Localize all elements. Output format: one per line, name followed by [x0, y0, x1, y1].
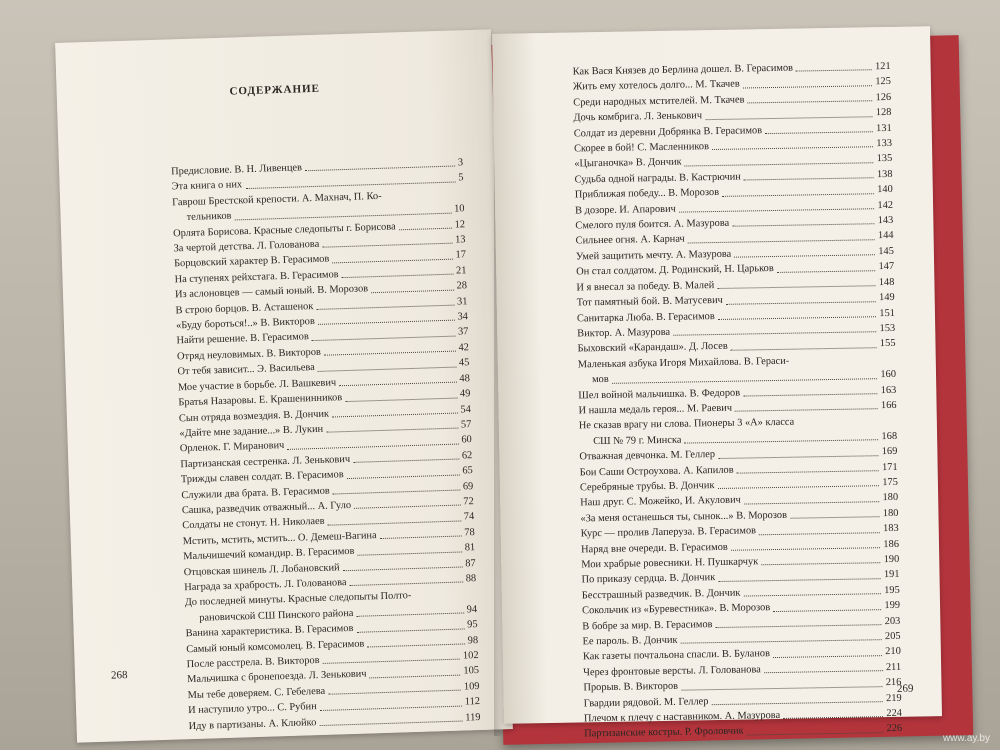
toc-entry-page: 180 [882, 507, 899, 519]
toc-entry-title: По приказу сердца. В. Дончик [581, 572, 716, 586]
toc-entry-title: Судьба одной награды. В. Кастрючин [574, 171, 741, 186]
dot-leader [761, 563, 880, 566]
toc-entry-title: И нашла медаль героя... М. Раевич [578, 402, 733, 417]
toc-entry-title: Сильнее огня. А. Карнач [575, 234, 685, 247]
toc-entry-page: 138 [876, 168, 893, 181]
toc-entry-page: 211 [885, 661, 902, 673]
toc-entry-page: 94 [466, 603, 478, 616]
toc-entry-page: 121 [874, 60, 891, 73]
toc-entry-title: Из аслоновцев — самый юный. В. Морозов [174, 283, 369, 301]
contents-heading: СОДЕРЖАНИЕ [229, 82, 321, 98]
toc-entry-page: 224 [886, 707, 903, 720]
toc-entry-title: Мы тебе доверяем. С. Гебелева [187, 685, 326, 701]
dot-leader [343, 566, 463, 571]
toc-entry-page: 112 [464, 696, 481, 708]
toc-entry-page: 21 [455, 265, 467, 277]
dot-leader [342, 274, 454, 279]
toc-entry-page: 155 [879, 338, 896, 350]
toc-entry-title: Найти решение. В. Герасимов [176, 331, 309, 347]
dot-leader [679, 208, 875, 212]
toc-entry-page: 34 [457, 311, 469, 323]
toc-entry-page: 151 [879, 307, 896, 319]
toc-entry-title: Братья Назаровы. Е. Крашенинников [178, 392, 343, 409]
toc-entry-title: От тебя зависит... Э. Васильева [177, 362, 316, 378]
dot-leader [796, 70, 872, 72]
toc-entry-page: 42 [458, 342, 470, 354]
toc-entry-title: Как газеты почтальона спасли. В. Буланов [582, 648, 771, 663]
toc-entry-page: 54 [460, 403, 471, 415]
dot-leader [744, 501, 880, 504]
dot-leader [722, 193, 874, 197]
toc-entry-page: 160 [880, 369, 897, 381]
toc-entry-page: 195 [884, 584, 900, 596]
toc-entry-title: И наступило утро... С. Рубин [187, 701, 317, 717]
toc-entry-title: Мстить, мстить, мстить... О. Демеш-Вагина [182, 529, 377, 548]
toc-entry-page: 226 [886, 723, 903, 735]
toc-entry-page: 131 [876, 122, 892, 134]
toc-entry-page: 102 [462, 650, 479, 662]
toc-entry-page: 180 [882, 492, 899, 504]
dot-leader [328, 690, 461, 695]
toc-entry-title: Тот памятный бой. В. Матусевич [576, 294, 723, 309]
toc-entry-page: 149 [878, 291, 895, 304]
dot-leader [324, 351, 456, 356]
dot-leader [319, 721, 462, 726]
toc-entry-title: Орленок. Г. Миранович [179, 440, 285, 455]
toc-entry-title: рановичской СШ Пинского района [199, 607, 354, 624]
dot-leader [328, 520, 461, 525]
toc-entry-title: Сашка, разведчик отважный... А. Гуло [181, 499, 352, 517]
dot-leader [773, 609, 881, 612]
dot-leader [332, 258, 452, 263]
toc-entry-page: 128 [875, 107, 892, 119]
toc-entry-title: Предисловие. В. Н. Ливенцев [171, 162, 303, 178]
dot-leader [711, 701, 883, 705]
toc-entry-title: Он стал солдатом. Д. Родинский, Н. Царьков [576, 263, 774, 278]
dot-leader [399, 228, 452, 231]
toc-list-right [573, 59, 903, 742]
toc-entry-page: 57 [460, 419, 472, 431]
dot-leader [743, 85, 873, 88]
toc-entry-page: 78 [464, 526, 475, 539]
toc-entry-title: После расстрела. В. Викторов [186, 655, 320, 671]
toc-entry-title: Мальчишечий командир. В. Герасимов [183, 546, 355, 563]
dot-leader [339, 382, 456, 387]
dot-leader [353, 459, 459, 463]
toc-entry-page: 169 [881, 446, 898, 458]
toc-entry-title: Умей защитить мечту. А. Мазурова [575, 248, 732, 263]
dot-leader [350, 582, 463, 587]
page-number-right: 269 [896, 682, 914, 695]
toc-entry-title: Солдат из деревни Добрянка В. Герасимов [573, 124, 763, 140]
dot-leader [718, 578, 881, 582]
toc-entry-title: мов [591, 374, 609, 386]
toc-entry-title: За чертой детства. Л. Голованова [173, 238, 320, 255]
dot-leader [357, 613, 464, 617]
toc-entry-title: Наш друг. С. Можейко, И. Акулович [580, 494, 741, 509]
toc-entry-page: 74 [463, 511, 475, 523]
toc-entry-page: 147 [878, 261, 895, 273]
dot-leader [716, 624, 882, 628]
toc-entry-page: 126 [875, 91, 892, 104]
toc-entry-page: 109 [463, 680, 480, 693]
dot-leader [371, 289, 453, 293]
toc-entry-page: 88 [465, 573, 477, 585]
toc-entry-page: 13 [454, 234, 466, 246]
toc-entry-title: Отцовская шинель Л. Лобановский [183, 561, 340, 578]
toc-entry-title: «Буду бороться!..» В. Викторов [175, 316, 315, 332]
toc-entry-page: 171 [881, 461, 898, 473]
toc-entry-title: Приближая победу... В. Морозов [574, 187, 720, 201]
dot-leader [323, 659, 460, 664]
dot-leader [685, 162, 874, 166]
dot-leader [731, 547, 881, 551]
toc-entry-page: 60 [461, 434, 472, 446]
toc-entry-page: 81 [464, 542, 476, 554]
toc-entry-title: В бобре за мир. В. Герасимов [582, 618, 713, 633]
toc-entry-page: 119 [465, 711, 481, 724]
toc-entry-page: 216 [885, 677, 902, 689]
toc-entry-page: 199 [884, 600, 901, 612]
toc-entry-page: 142 [877, 199, 894, 211]
dot-leader [705, 116, 873, 120]
dot-leader [731, 347, 877, 351]
toc-entry-title: тельников [186, 210, 232, 224]
dot-leader [673, 332, 877, 337]
dot-leader [734, 254, 875, 257]
toc-entry-page: 69 [462, 480, 474, 492]
toc-entry-page: 5 [458, 172, 464, 184]
toc-entry-page: 28 [456, 280, 468, 292]
toc-entry-page: 87 [465, 557, 476, 569]
dot-leader [681, 640, 882, 645]
toc-entry-page: 62 [461, 449, 473, 462]
dot-leader [743, 593, 881, 596]
toc-entry-title: Борцовский характер В. Герасимов [173, 253, 330, 270]
toc-entry-page: 186 [883, 538, 900, 550]
dot-leader [688, 239, 875, 243]
toc-entry-title: Дочь комбрига. Л. Зенькович [573, 110, 703, 124]
toc-entry-title: Ее пароль. В. Дончик [582, 634, 678, 648]
toc-entry-page: 203 [884, 615, 901, 627]
toc-entry-title: И я внесал за победу. В. Малей [576, 279, 715, 294]
dot-leader [743, 393, 878, 396]
toc-entry-page: 105 [463, 665, 480, 677]
toc-entry-page: 145 [878, 245, 894, 258]
toc-entry-title: Сокольчик из «Буревестника». В. Морозов [582, 602, 771, 617]
toc-entry-page: 191 [883, 569, 900, 581]
toc-entry-page: 125 [875, 76, 892, 88]
toc-entry-title: Служили два брата. В. Герасимов [181, 485, 330, 501]
toc-entry-title: Плечом к плечу с наставником. А. Мазурова [583, 710, 781, 725]
dot-leader [347, 474, 460, 479]
dot-leader [765, 131, 873, 134]
toc-entry-page: 153 [879, 322, 896, 335]
toc-entry-page: 12 [454, 218, 466, 231]
dot-leader [764, 670, 883, 673]
toc-entry-title: Маленькая азбука Игоря Михайлова. В. Гераси- [577, 355, 790, 371]
toc-entry-page: 49 [459, 388, 471, 400]
toc-entry-title: Курс — пролив Лаперуза. В. Герасимов [580, 525, 757, 540]
dot-leader [326, 428, 458, 433]
toc-entry-page: 17 [455, 249, 467, 261]
dot-leader [681, 686, 883, 691]
toc-entry-title: Смелого пуля боится. А. Мазурова [575, 217, 730, 232]
dot-leader [354, 505, 460, 509]
toc-entry-page: 163 [880, 384, 897, 396]
dot-leader [773, 655, 882, 658]
toc-entry-title: Наряд вне очереди. В. Герасимов [580, 541, 728, 555]
dot-leader [726, 301, 876, 305]
dot-leader [322, 243, 452, 248]
toc-entry-page: 98 [467, 634, 479, 646]
dot-leader [777, 270, 876, 273]
toc-entry-title: Отряд неуловимых. В. Викторов [176, 346, 322, 363]
toc-entry-title: Сын отряда возмездия. В. Дончик [178, 408, 330, 424]
toc-entry-page: 205 [884, 630, 901, 643]
toc-entry-title: Отважная девчонка. М. Геллер [579, 449, 716, 463]
toc-entry-title: Трижды славен солдат. В. Герасимов [180, 469, 344, 486]
toc-entry-title: На ступенях рейхстага. В. Герасимов [174, 269, 339, 286]
toc-list-left [171, 155, 481, 734]
toc-entry-page: 175 [882, 476, 898, 489]
toc-entry-title: В строю борцов. В. Асташенок [175, 300, 314, 317]
dot-leader [318, 320, 455, 325]
dot-leader [332, 412, 457, 417]
toc-entry-title: Среди народных мстителей. М. Ткачев [573, 94, 745, 109]
dot-leader [380, 536, 462, 540]
dot-leader [320, 705, 462, 710]
toc-entry-page: 45 [458, 357, 470, 369]
toc-entry-title: Через фронтовые версты. Л. Голованова [583, 664, 761, 679]
toc-entry-title: Мои храбрые ровесники. Н. Пушкарчук [581, 556, 759, 571]
toc-entry-title: Самый юный комсомолец. В. Герасимов [186, 638, 365, 655]
toc-entry-page: 143 [877, 214, 894, 227]
toc-entry-title: Мальчишка с бронепоезда. Л. Зенькович [187, 668, 367, 686]
dot-leader [759, 532, 880, 535]
dot-leader [718, 316, 877, 320]
toc-entry-page: 168 [881, 430, 898, 442]
dot-leader [747, 732, 884, 735]
watermark: www.ay.by [942, 733, 990, 744]
dot-leader [712, 147, 873, 151]
dot-leader [732, 224, 875, 227]
toc-entry-title: Как Вася Князев до Берлина дошел. В. Герасимов [572, 62, 794, 78]
toc-entry-title: Гаврош Брестской крепости. А. Махнач, П. Ко- [172, 190, 382, 209]
dot-leader [684, 439, 878, 443]
toc-entry-page: 3 [457, 157, 464, 169]
toc-entry-page: 144 [877, 230, 894, 242]
dot-leader [718, 486, 880, 490]
toc-entry-page: 95 [467, 619, 478, 631]
dot-leader [737, 470, 879, 473]
dot-leader [748, 100, 873, 103]
dot-leader [345, 397, 457, 402]
dot-leader [367, 643, 464, 647]
toc-entry-page: 148 [878, 276, 895, 288]
toc-entry-title: Награда за храбрость. Л. Голованова [184, 577, 347, 594]
toc-entry-title: СШ № 79 г. Минска [593, 434, 682, 447]
toc-entry-title: Орлята Борисова. Красные следопыты г. Борисова [172, 221, 396, 240]
toc-entry-title: Мое участие в борьбе. Л. Вашкевич [177, 377, 337, 394]
toc-entry-page: 140 [877, 184, 893, 196]
toc-entry-page: 72 [463, 496, 474, 508]
dot-leader [783, 717, 883, 720]
toc-entry-page: 166 [880, 399, 897, 412]
toc-entry-title: Шел войной мальчишка. В. Федоров [578, 387, 741, 401]
toc-entry-title: Эта книга о них [171, 179, 243, 193]
toc-entry-title: Партизанские костры. Р. Фроловчик [584, 726, 744, 740]
toc-entry-title: Быховский «Карандаш». Д. Лосев [577, 341, 728, 355]
dot-leader [316, 305, 454, 310]
toc-entry-page: 31 [456, 295, 468, 308]
toc-entry-title: В дозоре. И. Апарович [575, 203, 676, 217]
dot-leader [358, 551, 462, 555]
toc-entry-title: Ванина характеристика. В. Герасимов [185, 623, 354, 640]
toc-entry-title: Не сказав врагу ни слова. Пионеры 3 «А» класса [578, 417, 795, 432]
toc-entry-title: Бесстрашный разведчик. В. Дончик [581, 587, 741, 602]
toc-entry-title: Жить ему хотелось долго... М. Ткачев [572, 78, 740, 93]
toc-entry-title: Солдаты не стонут. Н. Николаев [182, 516, 325, 532]
toc-entry-title: «За меня останешься ты, сынок...» В. Морозов [580, 509, 788, 525]
dot-leader [357, 628, 465, 632]
dot-leader [790, 516, 880, 519]
dot-leader [744, 177, 874, 180]
dot-leader [318, 366, 456, 371]
toc-entry-title: «Цыганочка» В. Дончик [574, 157, 682, 170]
toc-entry-title: Санитарка Люба. В. Герасимов [576, 310, 715, 324]
left-page [55, 29, 513, 742]
toc-entry-title: Серебряные трубы. В. Дончик [579, 480, 715, 494]
toc-entry-page: 10 [453, 203, 465, 215]
dot-leader [717, 285, 876, 289]
toc-entry-title: До последней минуты. Красные следопыты Полто- [184, 590, 412, 609]
toc-entry-title: Партизанская сестренка. Л. Зенькович [180, 453, 351, 471]
toc-entry-title: Иду в партизаны. А. Клюйко [188, 716, 317, 732]
toc-entry-page: 37 [457, 326, 469, 338]
toc-entry-page: 135 [876, 153, 893, 165]
toc-entry-page: 183 [883, 523, 899, 535]
toc-entry-page: 133 [876, 137, 893, 150]
dot-leader [370, 674, 461, 678]
dot-leader [718, 455, 879, 459]
dot-leader [735, 409, 878, 412]
toc-entry-page: 210 [885, 646, 901, 658]
toc-entry-page: 65 [462, 465, 473, 477]
toc-entry-page: 48 [459, 372, 471, 385]
right-page [492, 26, 942, 740]
toc-entry-title: Гвардии рядовой. М. Геллер [583, 695, 709, 710]
toc-entry-page: 219 [885, 692, 902, 704]
toc-entry-title: «Дайте мне задание...» В. Лукин [179, 423, 324, 440]
page-number-left: 268 [110, 669, 128, 682]
toc-entry-title: Прорыв. В. Викторов [583, 680, 679, 694]
toc-entry-title: Виктор. А. Мазурова [577, 326, 671, 340]
dot-leader [333, 489, 460, 494]
toc-entry-title: Бои Саши Остроухова. А. Капилов [579, 464, 734, 478]
toc-entry-title: Скорее в бой! С. Масленников [573, 141, 710, 155]
toc-entry-page: 190 [883, 553, 900, 566]
